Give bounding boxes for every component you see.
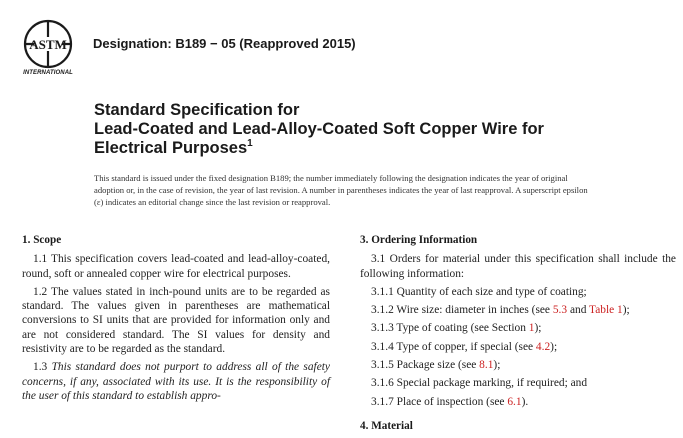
paragraph-3-1: 3.1 Orders for material under this specification shall include the following information: xyxy=(360,253,676,280)
xref-section-1-link[interactable]: 1 xyxy=(528,322,535,335)
xref-table-1-link[interactable]: Table 1 xyxy=(589,304,623,317)
designation: Designation: B189 − 05 (Reapproved 2015) xyxy=(93,36,356,51)
item-3-1-7: 3.1.7 Place of inspection (see 6.1). xyxy=(371,395,529,408)
astm-logo xyxy=(22,18,74,80)
title-line-1: Standard Specification for xyxy=(94,101,300,119)
paragraph-1-3: 1.3 This standard does not purport to address all of the safety concerns, if any, associated with its use. It is the responsibility of the user of this standard to establish appro- xyxy=(22,361,330,402)
item-3-1-6: 3.1.6 Special package marking, if required; and xyxy=(371,377,588,390)
issuance-notice: This standard is issued under the fixed designation B189; the number immediately following the designation indicates the year of original adoption or, in the case of revision, the year of last revision. A number in parentheses indicates the year of last reapproval. A superscript epsilon (ε) indicates an editorial change since the last revision or reapproval. xyxy=(94,173,588,207)
document-title xyxy=(94,101,544,158)
xref-5-3-link[interactable]: 5.3 xyxy=(552,304,568,317)
item-3-1-3: 3.1.3 Type of coating (see Section 1); xyxy=(371,322,542,335)
section-3-heading: 3. Ordering Information xyxy=(360,234,478,246)
title-footnote-link[interactable]: 1 xyxy=(247,138,253,149)
item-3-1-1: 3.1.1 Quantity of each size and type of coating; xyxy=(371,285,587,298)
logo-international-label: INTERNATIONAL xyxy=(23,70,73,76)
xref-6-1-link[interactable]: 6.1 xyxy=(507,395,522,408)
section-4-heading: 4. Material xyxy=(360,419,413,432)
title-line-3: Electrical Purposes$^1$ xyxy=(94,138,253,157)
right-column xyxy=(360,233,676,438)
item-3-1-4: 3.1.4 Type of copper, if special (see 4.2); xyxy=(371,340,558,353)
section-1-heading: 1. Scope xyxy=(22,234,62,246)
left-column xyxy=(22,233,330,403)
item-3-1-5: 3.1.5 Package size (see 8.1); xyxy=(371,359,501,372)
title-line-2: Lead-Coated and Lead-Alloy-Coated Soft Copper Wire for xyxy=(94,120,544,138)
xref-8-1-link[interactable]: 8.1 xyxy=(479,359,494,372)
item-3-1-2: 3.1.2 Wire size: diameter in inches (see 5.3 and Table 1); xyxy=(371,304,630,317)
xref-4-2-link[interactable]: 4.2 xyxy=(535,340,551,353)
svg-text:ASTM: ASTM xyxy=(29,37,67,52)
paragraph-1-1: 1.1 This specification covers lead-coated and lead-alloy-coated, round, soft or annealed copper wire for electrical purposes. xyxy=(22,253,330,280)
paragraph-1-2: 1.2 The values stated in inch-pound units are to be regarded as standard. The values given in parentheses are mathematical conversions to SI units that are provided for information only and are not considered standard. The SI values for density and resistivity are to be regarded as the standard. xyxy=(22,285,330,356)
astm-logo-mark xyxy=(22,18,74,70)
